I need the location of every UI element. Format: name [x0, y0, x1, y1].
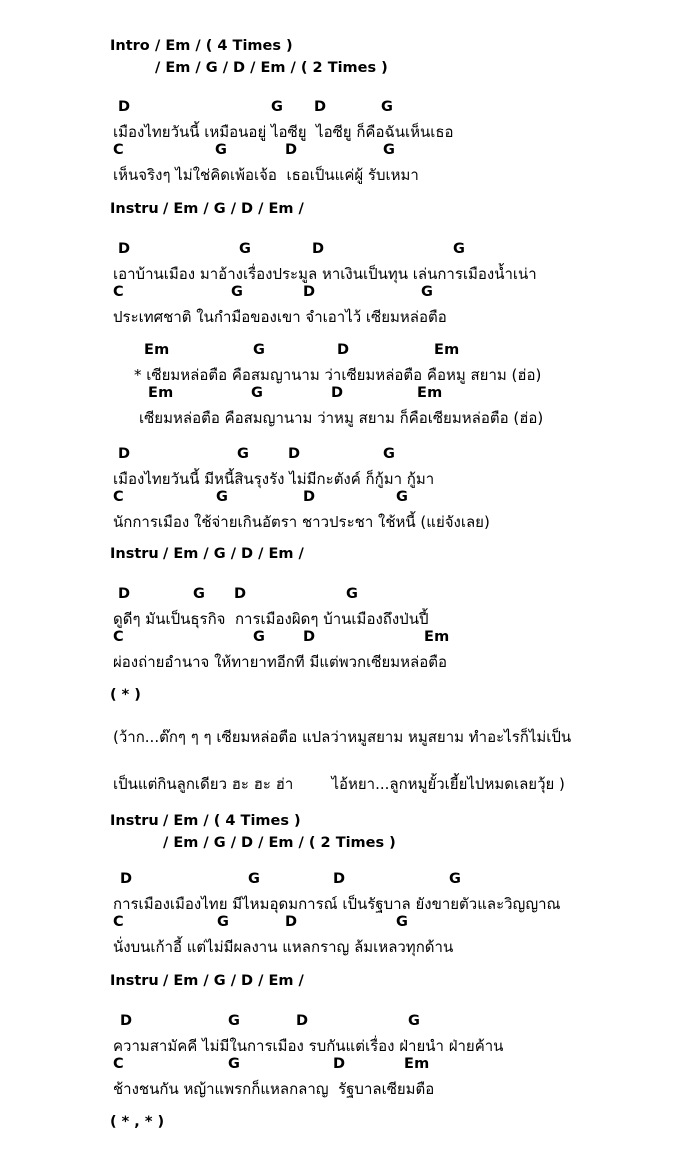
chord-symbol: D	[314, 99, 327, 115]
lyric-row	[0, 363, 686, 385]
section-block	[0, 201, 686, 223]
chord-symbol: D	[288, 446, 301, 462]
chord-symbol: G	[346, 586, 359, 602]
chord-row	[0, 629, 686, 650]
section-line	[0, 546, 686, 568]
chord-symbol: Em	[148, 385, 174, 401]
chord-symbol: D	[118, 99, 131, 115]
lyric-text: เซียมหล่อตือ คือสมญานาม ว่าหมู สยาม ก็คือเซียมหล่อตือ (ฮ่อ)	[139, 409, 544, 427]
chord-row	[0, 1056, 686, 1077]
section-line	[0, 201, 686, 223]
lyric-text: การเมืองเมืองไทย มีไหมอุดมการณ์ เป็นรัฐบาล ยังขายตัวและวิญญาณ	[113, 895, 561, 913]
chord-row	[0, 1013, 686, 1034]
section-progression: / Em / G / D / Em /	[163, 973, 304, 989]
lyric-row	[0, 120, 686, 142]
chord-symbol: D	[234, 586, 247, 602]
chord-symbol: G	[421, 284, 434, 300]
chord-symbol: G	[271, 99, 284, 115]
verse-block	[0, 99, 686, 185]
lyric-row	[0, 607, 686, 629]
section-line	[0, 60, 686, 82]
chord-symbol: G	[251, 385, 264, 401]
chord-symbol: D	[303, 629, 316, 645]
chord-row	[0, 489, 686, 510]
lyric-text: ดูดีๆ มันเป็นธุรกิจ การเมืองผิดๆ บ้านเมืองถึงป่นปี้	[113, 610, 429, 628]
chord-row	[0, 142, 686, 163]
chord-symbol: G	[396, 914, 409, 930]
section-progression: / Em / G / D / Em /	[163, 546, 304, 562]
verse-block	[0, 1013, 686, 1099]
lyric-row	[0, 467, 686, 489]
section-block	[0, 813, 686, 857]
lyric-text: ประเทศชาติ ในกำมือของเขา จำเอาไว้ เซียมหล่อตือ	[113, 308, 447, 326]
chord-row	[0, 241, 686, 262]
lyric-text: ช้างชนกัน หญ้าแพรกก็แหลกลาญ รัฐบาลเซียมตือ	[113, 1080, 435, 1098]
lyric-text: ผ่องถ่ายอำนาจ ให้ทายาทอีกที มีแต่พวกเซียมหล่อตือ	[113, 653, 447, 671]
chord-symbol: D	[296, 1013, 309, 1029]
spoken-text: (ว้าก...ต๊กๆ ๆ ๆ เซียมหล่อตือ แปลว่าหมูสยาม หมูสยาม ทำอะไรก็ไม่เป็น	[113, 728, 572, 746]
chord-row	[0, 586, 686, 607]
chord-symbol: G	[383, 142, 396, 158]
chord-symbol: G	[453, 241, 466, 257]
section-line	[0, 813, 686, 835]
chord-symbol: G	[237, 446, 250, 462]
chord-symbol: D	[120, 871, 133, 887]
chord-symbol: G	[248, 871, 261, 887]
spoken-line	[0, 725, 686, 747]
chord-symbol: G	[215, 142, 228, 158]
chord-symbol: D	[312, 241, 325, 257]
lyric-row	[0, 510, 686, 532]
lyric-text: เห็นจริงๆ ไม่ใช่คิดเพ้อเจ้อ เธอเป็นแค่ผู้ รับเหมา	[113, 166, 419, 184]
lyric-text: * เซียมหล่อตือ คือสมญานาม ว่าเซียมหล่อตือ คือหมู สยาม (ฮ่อ)	[134, 366, 542, 384]
verse-block	[0, 342, 686, 428]
section-progression: / Em / G / D / Em / ( 2 Times )	[163, 835, 396, 851]
chord-symbol: G	[408, 1013, 421, 1029]
lyric-row	[0, 1077, 686, 1099]
chord-row	[0, 871, 686, 892]
chord-symbol: G	[228, 1056, 241, 1072]
lyric-text: นั่งบนเก้าอี้ แต่ไม่มีผลงาน แหลกราญ ล้มเหลวทุกด้าน	[113, 938, 454, 956]
chord-symbol: G	[449, 871, 462, 887]
section-block	[0, 546, 686, 568]
lyric-row	[0, 935, 686, 957]
section-line	[0, 38, 686, 60]
chord-symbol: D	[303, 489, 316, 505]
lyric-text: เมืองไทยวันนี้ มีหนี้สินรุงรัง ไม่มีกะตังค์ ก็กู้มา กู้มา	[113, 470, 435, 488]
section-block	[0, 38, 686, 82]
chord-symbol: D	[333, 1056, 346, 1072]
section-label: Instru	[110, 201, 159, 217]
chord-symbol: C	[113, 489, 124, 505]
lyric-text: นักการเมือง ใช้จ่ายเกินอัตรา ชาวประชา ใช้หนี้ (แย่จังเลย)	[113, 513, 490, 531]
lyric-row	[0, 650, 686, 672]
chord-symbol: D	[120, 1013, 133, 1029]
lyric-text: เมืองไทยวันนี้ เหมือนอยู่ ไอซียู ไอซียู ก็คือฉันเห็นเธอ	[113, 123, 454, 141]
section-progression: / Em / G / D / Em / ( 2 Times )	[155, 60, 388, 76]
chord-symbol: D	[303, 284, 316, 300]
chord-symbol: C	[113, 914, 124, 930]
chord-symbol: C	[113, 284, 124, 300]
chord-symbol: Em	[144, 342, 170, 358]
chord-symbol: G	[228, 1013, 241, 1029]
lyric-row	[0, 406, 686, 428]
chord-row	[0, 342, 686, 363]
chord-symbol: D	[285, 914, 298, 930]
chord-symbol: G	[383, 446, 396, 462]
section-line	[0, 835, 686, 857]
section-block	[0, 973, 686, 995]
repeat-marker-block	[0, 687, 686, 709]
chord-symbol: C	[113, 629, 124, 645]
chord-row	[0, 99, 686, 120]
section-progression: / Em / ( 4 Times )	[155, 38, 293, 54]
lyric-row	[0, 892, 686, 914]
chord-symbol: D	[337, 342, 350, 358]
verse-block	[0, 871, 686, 957]
chord-symbol: Em	[404, 1056, 430, 1072]
repeat-marker: ( * )	[110, 687, 141, 703]
chord-symbol: G	[239, 241, 252, 257]
chord-symbol: Em	[434, 342, 460, 358]
repeat-marker: ( * , * )	[110, 1114, 165, 1130]
chord-row	[0, 914, 686, 935]
verse-block	[0, 241, 686, 327]
chord-symbol: G	[231, 284, 244, 300]
verse-block	[0, 586, 686, 672]
lyric-text: เอาบ้านเมือง มาอ้างเรื่องประมูล หาเงินเป็นทุน เล่นการเมืองน้ำเน่า	[113, 265, 537, 283]
section-progression: / Em / G / D / Em /	[163, 201, 304, 217]
lyric-row	[0, 1034, 686, 1056]
chord-row	[0, 385, 686, 406]
chord-symbol: C	[113, 142, 124, 158]
lyric-text: ความสามัคคี ไม่มีในการเมือง รบกันแต่เรื่อง ฝ่ายนำ ฝ่ายค้าน	[113, 1037, 504, 1055]
chord-symbol: D	[118, 241, 131, 257]
chord-symbol: D	[118, 586, 131, 602]
chord-symbol: G	[216, 489, 229, 505]
chord-symbol: G	[253, 342, 266, 358]
spoken-text: เป็นแต่กินลูกเดียว ฮะ ฮะ ฮ่า ไอ้หยา...ลูกหมูยั้วเยี้ยไปหมดเลยวุ้ย )	[113, 775, 565, 793]
chord-symbol: D	[118, 446, 131, 462]
lyric-row	[0, 163, 686, 185]
chord-symbol: D	[333, 871, 346, 887]
chord-symbol: Em	[424, 629, 450, 645]
chord-symbol: Em	[417, 385, 443, 401]
chord-symbol: D	[285, 142, 298, 158]
section-label: Instru	[110, 973, 159, 989]
section-label: Instru	[110, 546, 159, 562]
lyric-row	[0, 305, 686, 327]
repeat-marker-block	[0, 1114, 686, 1136]
section-line	[0, 973, 686, 995]
lyric-row	[0, 262, 686, 284]
chord-row	[0, 284, 686, 305]
section-label: Instru	[110, 813, 159, 829]
verse-block	[0, 446, 686, 532]
chord-row	[0, 446, 686, 467]
chord-symbol: G	[381, 99, 394, 115]
chord-symbol: G	[217, 914, 230, 930]
chord-symbol: G	[396, 489, 409, 505]
repeat-marker-row	[0, 687, 686, 709]
repeat-marker-row	[0, 1114, 686, 1136]
section-progression: / Em / ( 4 Times )	[163, 813, 301, 829]
chord-symbol: C	[113, 1056, 124, 1072]
chord-symbol: D	[331, 385, 344, 401]
spoken-line	[0, 772, 686, 794]
section-label: Intro	[110, 38, 150, 54]
chord-symbol: G	[193, 586, 206, 602]
chord-symbol: G	[253, 629, 266, 645]
